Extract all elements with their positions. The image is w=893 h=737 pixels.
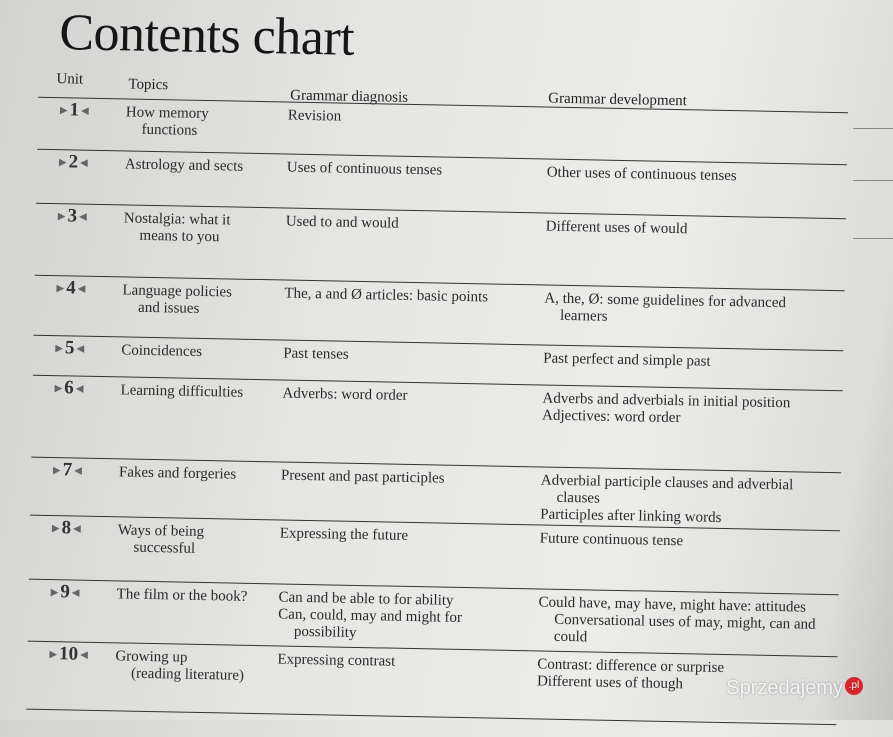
row-divider — [26, 709, 836, 726]
topic-cell — [115, 648, 266, 685]
triangle-left-icon: ◀ — [79, 157, 88, 169]
unit-number-label: 2 — [68, 151, 79, 173]
topic-cell-line: functions — [141, 121, 198, 139]
unit-number-label: 1 — [69, 99, 80, 121]
grammar-diagnosis-cell-line: Adverbs: word order — [282, 385, 408, 404]
grammar-diagnosis-cell-line: Expressing the future — [279, 525, 409, 544]
grammar-development-cell — [540, 530, 870, 553]
grammar-development-cell-line: clauses — [556, 489, 601, 507]
grammar-diagnosis-cell — [287, 160, 537, 182]
grammar-development-cell-line: Other uses of continuous tenses — [546, 164, 737, 185]
grammar-diagnosis-cell — [283, 346, 533, 368]
grammar-diagnosis-cell — [278, 589, 529, 645]
triangle-left-icon: ◀ — [71, 586, 80, 599]
table-row — [0, 458, 884, 526]
grammar-development-cell-line: Past perfect and simple past — [543, 350, 711, 370]
topic-cell — [119, 464, 269, 484]
grammar-development-cell-line: Participles after linking words — [540, 506, 722, 526]
triangle-right-icon: ▶ — [56, 282, 65, 294]
grammar-development-cell-line: Adverbial participle clauses and adverbial — [540, 472, 794, 494]
triangle-left-icon: ◀ — [72, 523, 81, 535]
unit-number-label: 3 — [67, 205, 78, 227]
unit-number-label: 4 — [65, 277, 76, 299]
triangle-right-icon: ▶ — [54, 382, 63, 394]
grammar-development-cell-line: Future continuous tense — [539, 530, 684, 550]
grammar-diagnosis-cell — [280, 525, 530, 547]
topic-cell-line: The film or the book? — [116, 586, 248, 605]
grammar-diagnosis-cell-line: Revision — [287, 107, 342, 125]
topic-cell — [120, 382, 270, 402]
triangle-left-icon: ◀ — [74, 465, 82, 477]
grammar-development-cell-line: Adverbs and adverbials in initial position — [542, 390, 791, 412]
table-row — [0, 336, 886, 370]
header-topics: Topics — [128, 76, 169, 94]
grammar-development-cell-line: learners — [559, 307, 608, 325]
unit-number — [51, 459, 113, 482]
triangle-left-icon: ◀ — [77, 283, 86, 295]
topic-cell-line: successful — [133, 539, 196, 557]
triangle-right-icon: ▶ — [51, 522, 60, 534]
unit-number-label: 9 — [60, 581, 71, 603]
grammar-development-cell — [540, 472, 871, 529]
triangle-left-icon: ◀ — [75, 383, 84, 395]
topic-cell-line: Nostalgia: what it — [123, 210, 231, 229]
grammar-diagnosis-cell — [281, 467, 531, 489]
unit-number-label: 6 — [64, 377, 74, 399]
table-row — [0, 580, 882, 646]
topic-cell-line: Coincidences — [121, 342, 203, 360]
triangle-right-icon: ▶ — [52, 464, 61, 476]
triangle-left-icon: ◀ — [76, 343, 85, 355]
topic-cell-line: Learning difficulties — [120, 382, 244, 401]
triangle-right-icon: ▶ — [55, 342, 64, 354]
next-page-edge — [853, 128, 893, 129]
triangle-right-icon: ▶ — [50, 586, 59, 598]
table-row — [0, 376, 886, 427]
triangle-left-icon: ◀ — [78, 211, 87, 223]
grammar-diagnosis-cell — [282, 385, 532, 407]
topic-cell — [125, 104, 276, 141]
grammar-development-cell-line: Different uses of though — [536, 673, 684, 693]
grammar-development-cell-line: A, the, Ø: some guidelines for advanced — [544, 290, 787, 312]
grammar-development-cell-line: could — [553, 628, 588, 646]
grammar-development-cell-line: Different uses of would — [545, 218, 688, 238]
unit-number — [47, 643, 109, 666]
unit-number-label: 5 — [64, 337, 75, 359]
header-grammar-diagnosis: Grammar diagnosis — [290, 87, 409, 106]
header-unit: Unit — [56, 71, 84, 88]
table-row — [0, 276, 888, 325]
triangle-left-icon: ◀ — [80, 105, 89, 117]
topic-cell-line: Ways of being — [117, 522, 205, 541]
topic-cell-line: Growing up — [115, 648, 188, 666]
unit-number — [52, 377, 114, 400]
table-row — [0, 150, 890, 185]
watermark-logo — [726, 677, 863, 700]
next-page-edge — [853, 180, 893, 181]
table-row — [0, 204, 889, 246]
triangle-right-icon: ▶ — [59, 104, 68, 116]
unit-number-label: 8 — [61, 517, 72, 539]
grammar-development-cell — [542, 390, 873, 430]
grammar-development-cell-line: Conversational uses of may, might, can and — [554, 611, 816, 633]
next-page-edge — [853, 238, 893, 239]
topic-cell-line: How memory — [125, 104, 209, 123]
topic-cell-line: Astrology and sects — [124, 156, 244, 175]
grammar-diagnosis-cell-line: Can and be able to for ability — [278, 589, 454, 609]
unit-number — [54, 277, 116, 300]
grammar-development-cell-line: Adjectives: word order — [541, 407, 681, 427]
topic-cell — [121, 342, 271, 362]
grammar-diagnosis-cell — [288, 108, 538, 130]
topic-cell-line: and issues — [137, 299, 200, 317]
triangle-right-icon: ▶ — [58, 156, 67, 168]
unit-number — [50, 517, 112, 540]
table-row — [0, 98, 891, 139]
topic-cell — [116, 586, 266, 606]
grammar-development-cell — [547, 165, 877, 188]
unit-number — [58, 99, 120, 122]
topic-cell-line: Fakes and forgeries — [118, 464, 237, 483]
topic-cell — [122, 282, 273, 319]
grammar-diagnosis-cell-line: Can, could, may and might for — [278, 606, 463, 626]
grammar-development-cell — [546, 219, 876, 242]
grammar-diagnosis-cell-line: Expressing contrast — [277, 651, 396, 670]
topic-cell-line: (reading literature) — [130, 665, 245, 684]
grammar-diagnosis-cell — [277, 651, 527, 673]
unit-number — [57, 151, 119, 174]
triangle-right-icon: ▶ — [57, 210, 66, 222]
grammar-diagnosis-cell-line: possibility — [293, 623, 357, 641]
grammar-development-cell-line: Could have, may have, might have: attitudes — [538, 594, 807, 616]
grammar-development-cell — [544, 291, 875, 331]
topic-cell — [125, 156, 275, 176]
page-title: Contents chart — [58, 4, 355, 67]
grammar-diagnosis-cell-line: Used to and would — [285, 213, 399, 232]
grammar-diagnosis-cell-line: Present and past participles — [280, 467, 445, 487]
grammar-diagnosis-cell-line: The, a and Ø articles: basic points — [284, 285, 489, 306]
watermark-text: Sprzedajemy — [726, 677, 843, 699]
triangle-right-icon: ▶ — [49, 648, 58, 660]
topic-cell — [123, 210, 274, 247]
unit-number — [53, 337, 115, 360]
unit-number — [48, 581, 110, 604]
grammar-development-cell — [543, 350, 873, 373]
grammar-development-cell — [538, 594, 869, 651]
unit-number-label: 7 — [62, 459, 73, 481]
unit-number-label: 10 — [58, 643, 79, 665]
topic-cell — [117, 522, 268, 559]
watermark-badge: .pl — [845, 677, 863, 695]
grammar-diagnosis-cell-line: Uses of continuous tenses — [286, 159, 443, 179]
triangle-left-icon: ◀ — [80, 649, 88, 661]
topic-cell-line: Language policies — [122, 282, 233, 301]
grammar-diagnosis-cell — [284, 286, 534, 308]
header-grammar-development: Grammar development — [548, 90, 688, 110]
unit-number — [56, 205, 118, 228]
grammar-diagnosis-cell — [286, 214, 536, 236]
topic-cell-line: means to you — [139, 227, 220, 246]
grammar-diagnosis-cell-line: Past tenses — [283, 345, 349, 363]
grammar-development-cell-line: Contrast: difference or surprise — [537, 656, 725, 677]
grammar-development-cell — [548, 113, 878, 119]
